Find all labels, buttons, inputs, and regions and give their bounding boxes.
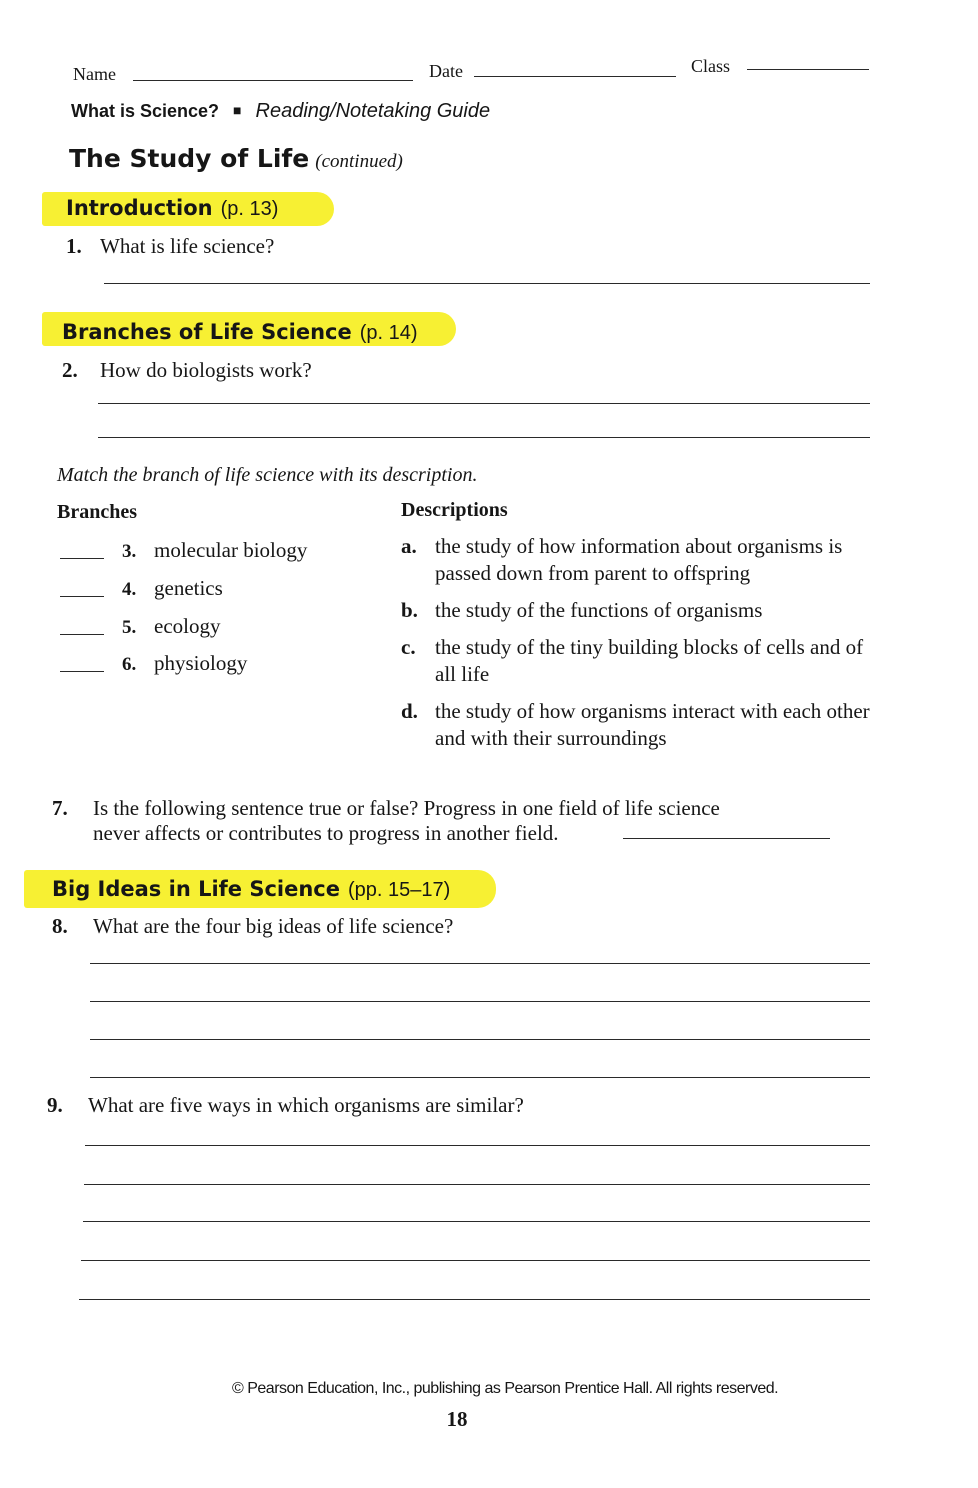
answer-line[interactable] xyxy=(98,437,870,438)
answer-line[interactable] xyxy=(85,1145,870,1146)
page-number: 18 xyxy=(446,1407,468,1431)
answer-line[interactable] xyxy=(84,1184,870,1185)
section-pages: (p. 14) xyxy=(359,322,418,344)
question-number: 2. xyxy=(62,358,78,382)
chapter-name: What is Science? xyxy=(71,101,220,121)
description-item xyxy=(401,698,881,754)
answer-line[interactable] xyxy=(104,283,870,284)
description-item xyxy=(401,634,881,690)
branch-number: 3. xyxy=(122,541,137,562)
chapter-subtitle xyxy=(71,100,490,123)
answer-line[interactable] xyxy=(90,1039,870,1040)
branch-item xyxy=(60,576,223,601)
answer-line[interactable] xyxy=(623,838,830,839)
section-big-ideas xyxy=(52,876,450,902)
class-line xyxy=(747,69,869,70)
description-item xyxy=(401,533,881,589)
branch-name: genetics xyxy=(154,576,223,600)
match-blank[interactable] xyxy=(60,671,104,672)
description-text: the study of how information about organisms is passed down from parent to offspring xyxy=(435,534,843,585)
section-heading: Introduction xyxy=(66,196,213,220)
answer-line[interactable] xyxy=(90,1001,870,1002)
description-text: the study of how organisms interact with each other and with their surroundings xyxy=(435,699,870,750)
answer-line[interactable] xyxy=(79,1299,870,1300)
answer-line[interactable] xyxy=(90,963,870,964)
description-letter: c. xyxy=(401,635,416,659)
branch-number: 4. xyxy=(122,579,137,600)
section-introduction xyxy=(66,195,278,221)
question-8 xyxy=(52,914,453,939)
bullet-separator: ■ xyxy=(233,104,242,119)
description-letter: b. xyxy=(401,598,418,622)
description-letter: d. xyxy=(401,699,418,723)
page-title-main: The Study of Life xyxy=(69,144,310,173)
question-text-line1: Is the following sentence true or false? Progress in one field of life science xyxy=(93,796,720,820)
question-number: 7. xyxy=(52,796,68,820)
branch-number: 6. xyxy=(122,654,137,675)
branches-header: Branches xyxy=(57,501,137,523)
branch-name: physiology xyxy=(154,651,248,675)
description-text: the study of the tiny building blocks of cells and of all life xyxy=(435,635,864,686)
page-title-continued: (continued) xyxy=(315,151,403,172)
section-branches xyxy=(62,319,418,345)
question-text: What is life science? xyxy=(100,234,275,258)
section-heading: Big Ideas in Life Science xyxy=(52,877,341,901)
question-number: 1. xyxy=(66,234,82,258)
match-blank[interactable] xyxy=(60,558,104,559)
matching-instruction: Match the branch of life science with its description. xyxy=(57,464,478,486)
description-letter: a. xyxy=(401,534,417,558)
branch-name: ecology xyxy=(154,614,221,638)
guide-name: Reading/Notetaking Guide xyxy=(255,100,491,122)
branch-item xyxy=(60,651,247,676)
answer-line[interactable] xyxy=(81,1260,870,1261)
match-blank[interactable] xyxy=(60,596,104,597)
descriptions-header: Descriptions xyxy=(401,499,508,521)
description-item xyxy=(401,597,881,625)
question-text: What are the four big ideas of life science? xyxy=(93,914,454,938)
page-title xyxy=(69,144,403,173)
answer-line[interactable] xyxy=(90,1077,870,1078)
branch-name: molecular biology xyxy=(154,538,308,562)
answer-line[interactable] xyxy=(83,1221,870,1222)
answer-line[interactable] xyxy=(98,403,870,404)
question-number: 9. xyxy=(47,1093,63,1117)
branch-number: 5. xyxy=(122,617,137,638)
question-text: How do biologists work? xyxy=(100,358,312,382)
description-text: the study of the functions of organisms xyxy=(435,598,763,622)
class-label: Class xyxy=(691,56,731,76)
branch-item xyxy=(60,538,307,563)
section-pages: (pp. 15–17) xyxy=(348,879,451,901)
date-label: Date xyxy=(429,61,463,81)
section-heading: Branches of Life Science xyxy=(62,320,352,344)
section-pages: (p. 13) xyxy=(220,198,279,220)
question-1 xyxy=(66,234,274,259)
match-blank[interactable] xyxy=(60,634,104,635)
question-text: What are five ways in which organisms are similar? xyxy=(88,1093,524,1117)
branch-item xyxy=(60,614,220,639)
copyright-notice: © Pearson Education, Inc., publishing as Pearson Prentice Hall. All rights reserved. xyxy=(232,1380,779,1397)
name-label: Name xyxy=(73,64,116,84)
date-line xyxy=(474,76,676,77)
name-line xyxy=(133,80,413,81)
question-text-line2: never affects or contributes to progress in another field. xyxy=(93,821,559,845)
question-2 xyxy=(62,358,312,383)
question-number: 8. xyxy=(52,914,68,938)
question-9 xyxy=(47,1093,524,1118)
